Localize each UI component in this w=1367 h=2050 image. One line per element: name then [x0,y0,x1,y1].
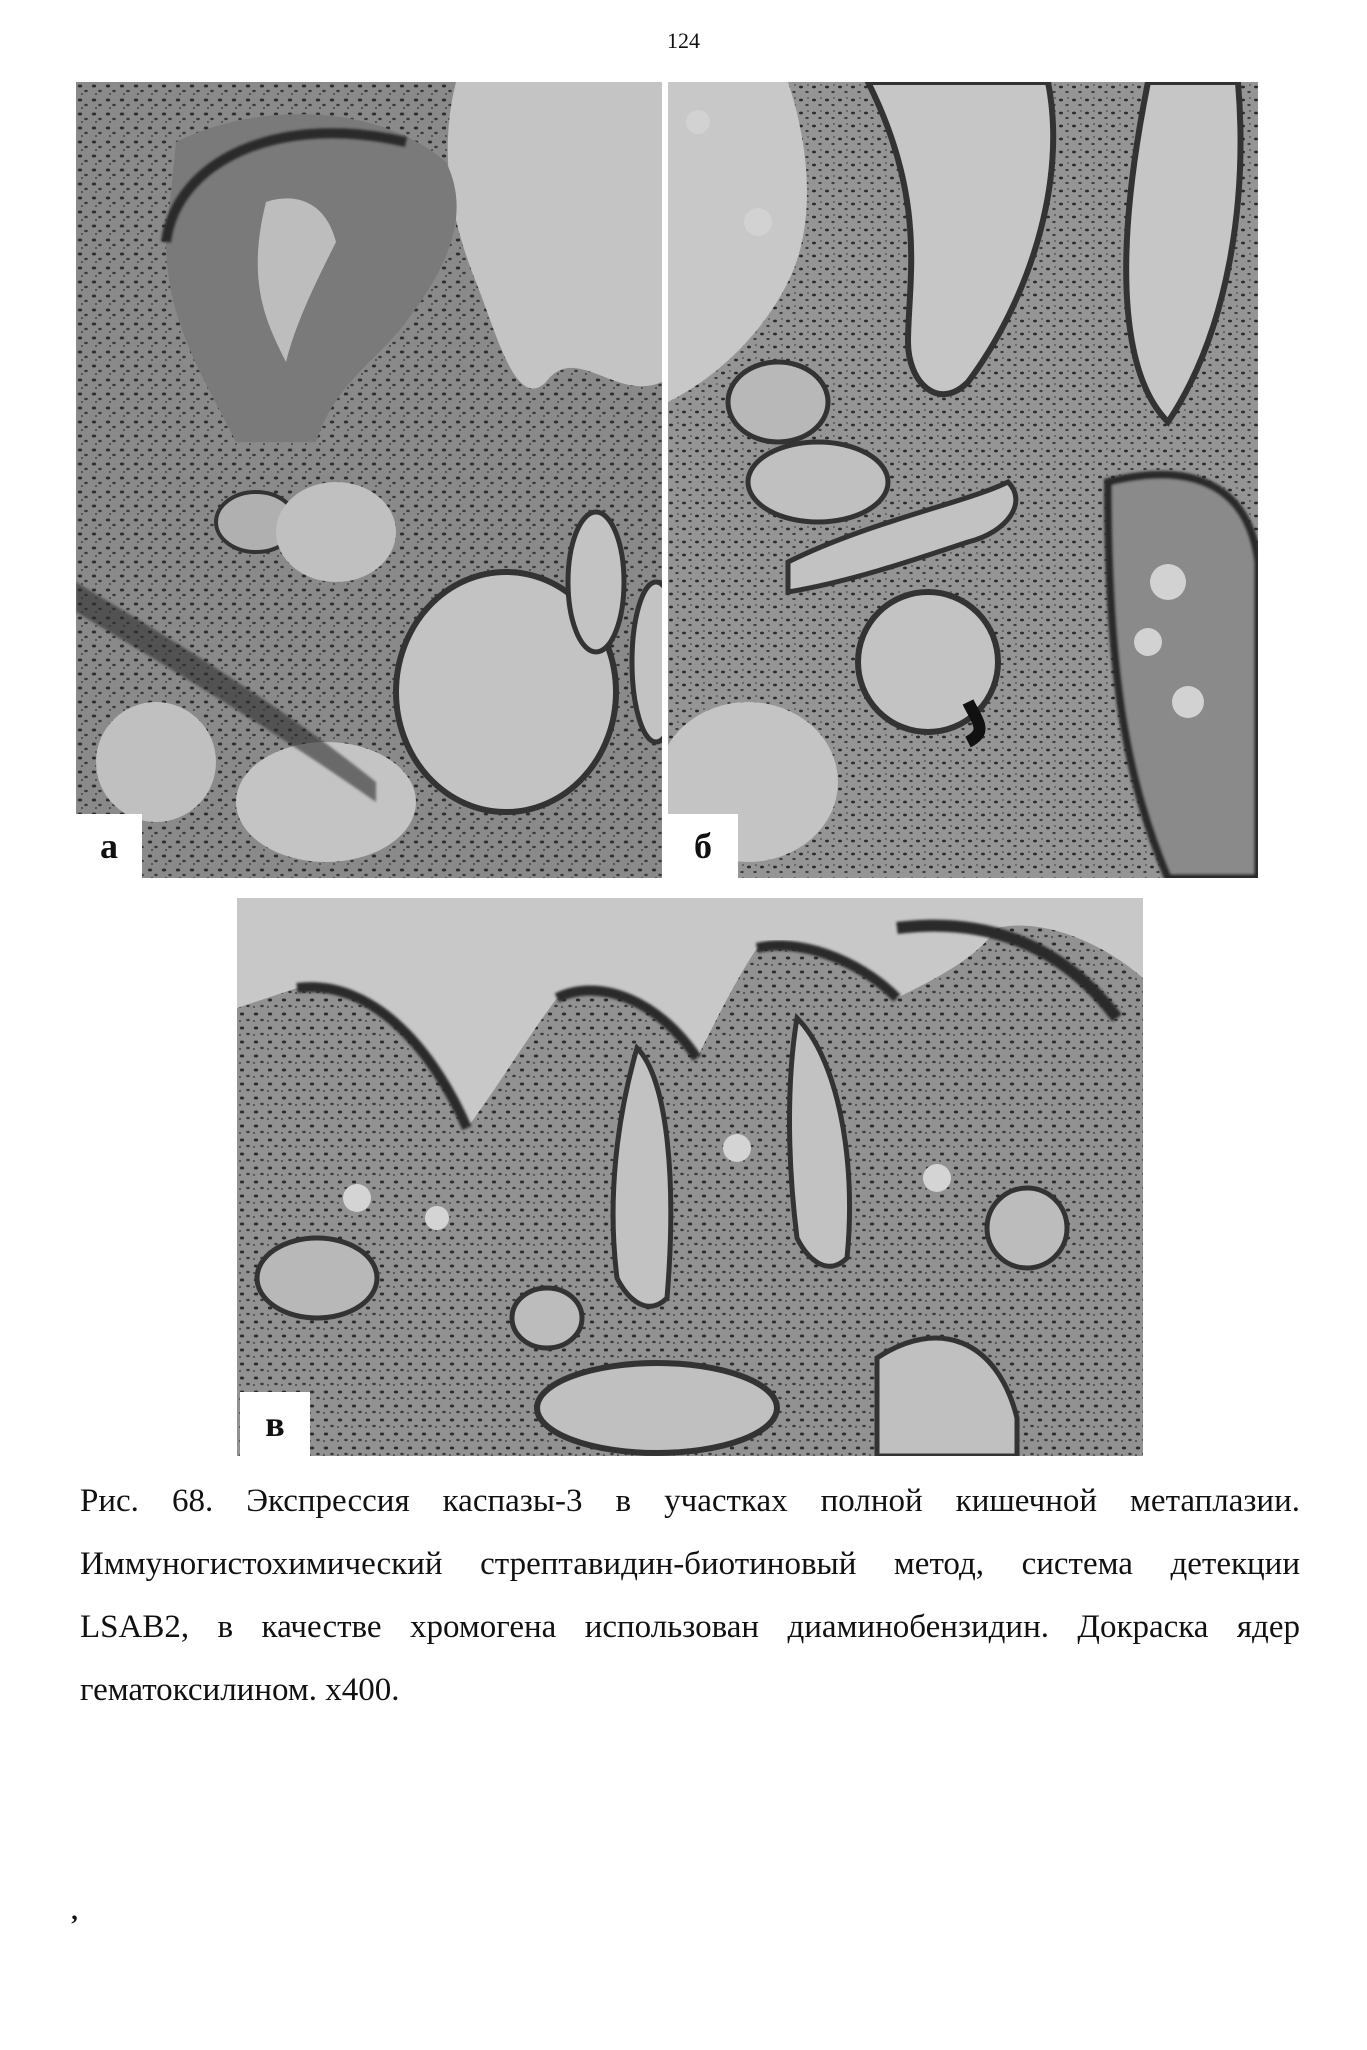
micrograph-panel-a [76,82,662,878]
stray-mark: ʼ [70,1910,79,1939]
micrograph-panel-c [237,898,1143,1456]
micrograph-panel-b [668,82,1258,878]
panel-label-b: б [668,814,738,878]
panel-label-c: в [240,1392,310,1456]
figure-caption: Рис. 68. Экспрессия каспазы-3 в участках полной кишечной метаплазии. Иммуногистохимический стрептавидин-биотиновый метод, система детекции LSAB2, в качестве хромогена использован диаминобензидин. Докраска ядер гематоксилином. x400. [80,1483,1300,1708]
page-number: 124 [667,28,700,53]
panel-label-a: а [76,814,142,878]
